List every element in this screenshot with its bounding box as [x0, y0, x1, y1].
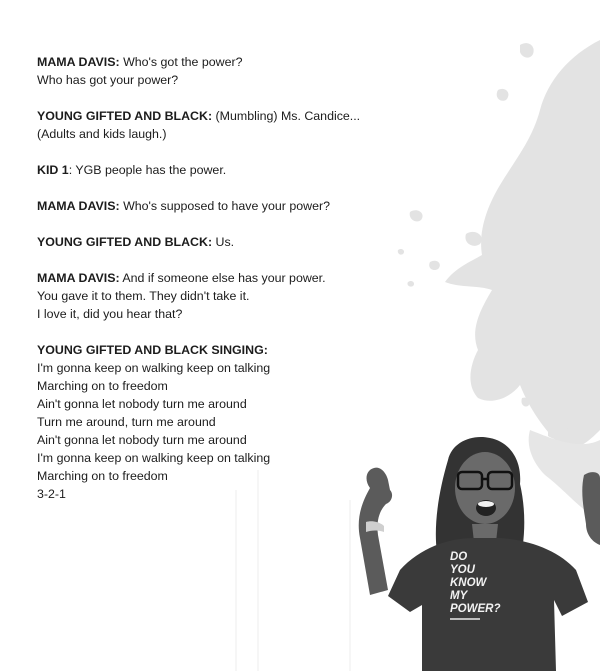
dialogue-text: : YGB people has the power. — [68, 163, 227, 177]
speaker-name: KID 1 — [37, 163, 69, 177]
shirt-line-5: POWER? — [450, 603, 501, 615]
script-text — [37, 53, 377, 521]
lyric-line: Marching on to freedom — [37, 469, 168, 483]
dialogue-first-line — [37, 161, 377, 179]
dialogue-text: Who's got the power? — [123, 55, 243, 69]
lyric-line: I'm gonna keep on walking keep on talking — [37, 451, 271, 465]
dialogue-first-line — [37, 269, 377, 287]
speaker-name: YOUNG GIFTED AND BLACK: — [37, 109, 213, 123]
teeth — [478, 501, 494, 507]
shirt-line-1: DO — [450, 551, 468, 563]
dialogue-first-line — [37, 107, 377, 125]
photo-girl-power-shirt — [340, 430, 600, 671]
dialogue-text: (Mumbling) Ms. Candice... — [215, 109, 361, 123]
speaker-name: YOUNG GIFTED AND BLACK: — [37, 235, 213, 249]
dialogue-text: Us. — [215, 235, 235, 249]
dialogue-text: Who has got your power? — [37, 73, 179, 87]
left-arm — [359, 468, 392, 595]
lyric-line: Ain't gonna let nobody turn me around — [37, 397, 247, 411]
lyric-line: Ain't gonna let nobody turn me around — [37, 433, 247, 447]
dialogue-line — [37, 287, 377, 305]
shirt-line-2: YOU — [450, 564, 475, 576]
speaker-name: MAMA DAVIS: — [37, 55, 120, 69]
dialogue-block — [37, 269, 377, 323]
lyric-line: Marching on to freedom — [37, 379, 168, 393]
dialogue-text: Who's supposed to have your power? — [123, 199, 330, 213]
lyric-line: Turn me around, turn me around — [37, 415, 216, 429]
shirt-line-4: MY — [450, 590, 468, 602]
right-arm — [582, 472, 600, 545]
dialogue-first-line — [37, 53, 377, 71]
lyric-line: 3-2-1 — [37, 487, 66, 501]
dialogue-block — [37, 161, 377, 179]
dialogue-block — [37, 341, 377, 503]
dialogue-block — [37, 233, 377, 251]
dialogue-line — [37, 71, 377, 89]
dialogue-text: I love it, did you hear that? — [37, 307, 183, 321]
speaker-name: MAMA DAVIS: — [37, 271, 120, 285]
dialogue-line — [37, 125, 377, 143]
dialogue-block — [37, 53, 377, 89]
shirt-tag — [450, 618, 480, 620]
dialogue-text: And if someone else has your power. — [122, 271, 326, 285]
lyric-line: I'm gonna keep on walking keep on talking — [37, 361, 271, 375]
dialogue-text: You gave it to them. They didn't take it. — [37, 289, 250, 303]
dialogue-line — [37, 305, 377, 323]
dialogue-block — [37, 107, 377, 143]
dialogue-text: (Adults and kids laugh.) — [37, 127, 167, 141]
speaker-name: YOUNG GIFTED AND BLACK SINGING: — [37, 343, 268, 357]
dialogue-block — [37, 197, 377, 215]
speaker-name: MAMA DAVIS: — [37, 199, 120, 213]
dialogue-first-line — [37, 197, 377, 215]
dialogue-first-line — [37, 233, 377, 251]
shirt-line-3: KNOW — [450, 577, 487, 589]
